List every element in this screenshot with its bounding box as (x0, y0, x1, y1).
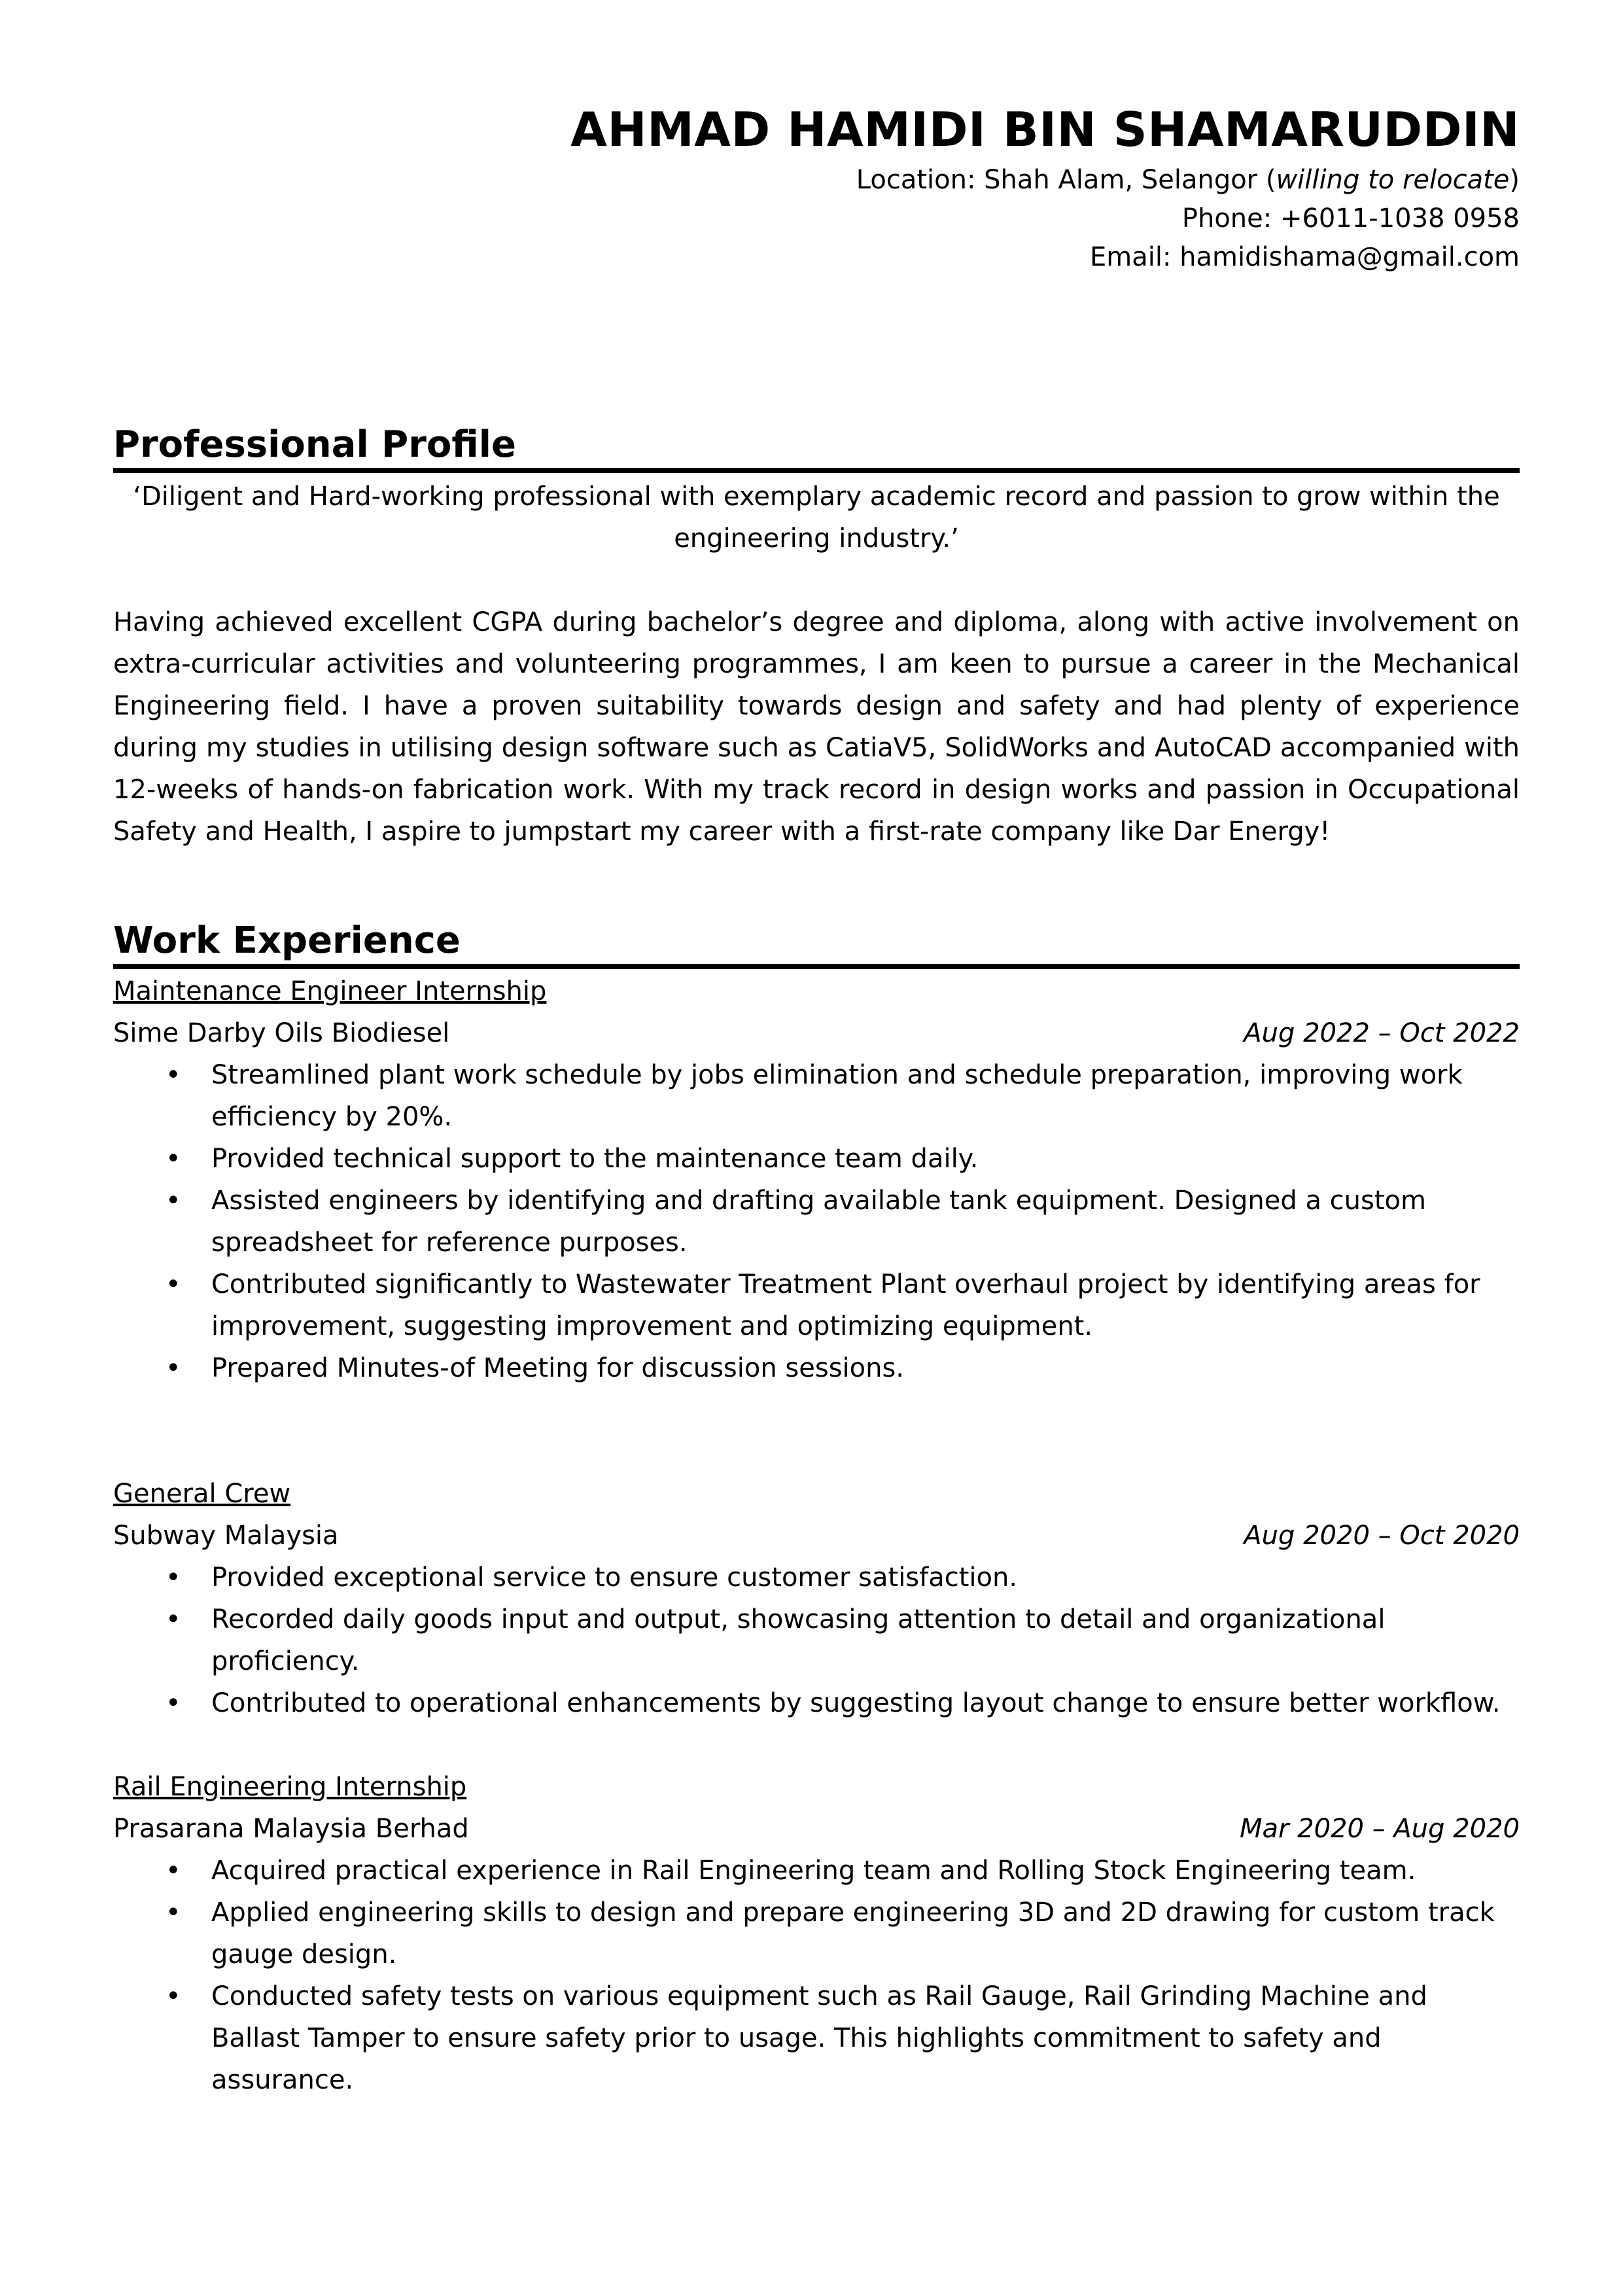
relocate-note: willing to relocate (1276, 165, 1510, 195)
profile-quote: ‘Diligent and Hard-working professional with exemplary academic record and passion to grow within the engineering industry.’ (133, 482, 1500, 554)
job-dates: Mar 2020 – Aug 2020 (1239, 1814, 1520, 1844)
job-entry (113, 1766, 1520, 2101)
resume-page (113, 98, 1520, 2101)
work-section (113, 918, 1520, 2101)
bullet-text: Acquired practical experience in Rail Engineering team and Rolling Stock Engineering team. (211, 1856, 1416, 1886)
bullet-item (166, 1138, 1520, 1180)
bullet-item (166, 1347, 1520, 1389)
job-company: Prasarana Malaysia Berhad (113, 1814, 469, 1844)
job-title: Maintenance Engineer Internship (113, 976, 547, 1006)
bullet-dot-icon: • (166, 1563, 181, 1593)
bullet-text: Prepared Minutes-of Meeting for discussion sessions. (211, 1353, 905, 1383)
bullet-dot-icon: • (166, 1856, 181, 1886)
bullet-item (166, 1263, 1520, 1347)
bullet-dot-icon: • (166, 1353, 181, 1383)
bullet-dot-icon: • (166, 1898, 181, 1928)
candidate-name: AHMAD HAMIDI BIN SHAMARUDDIN (570, 102, 1520, 157)
bullet-dot-icon: • (166, 1604, 181, 1634)
job-company: Subway Malaysia (113, 1521, 339, 1551)
bullet-dot-icon: • (166, 1688, 181, 1718)
bullet-text: Applied engineering skills to design and prepare engineering 3D and 2D drawing for custom track gauge design. (211, 1898, 1495, 1969)
bullet-text: Provided technical support to the maintenance team daily. (211, 1144, 979, 1174)
job-company-line (113, 1012, 1520, 1054)
bullet-item (166, 1180, 1520, 1263)
job-title: General Crew (113, 1479, 291, 1509)
job-company: Sime Darby Oils Biodiesel (113, 1018, 450, 1048)
bullet-item (166, 1892, 1520, 1975)
bullet-item (166, 1850, 1520, 1892)
profile-section (113, 422, 1520, 853)
bullet-dot-icon: • (166, 1269, 181, 1299)
bullet-text: Provided exceptional service to ensure customer satisfaction. (211, 1563, 1018, 1593)
bullet-text: Assisted engineers by identifying and drafting available tank equipment. Designed a custom spreadsheet for reference purposes. (211, 1186, 1426, 1258)
job-bullets (113, 1054, 1520, 1389)
location-close: ) (1509, 165, 1520, 195)
job-bullets (113, 1557, 1520, 1724)
bullet-text: Contributed to operational enhancements by suggesting layout change to ensure better workflow. (211, 1688, 1501, 1718)
bullet-item (166, 1598, 1520, 1682)
job-dates: Aug 2022 – Oct 2022 (1244, 1018, 1520, 1048)
bullet-item (166, 1054, 1520, 1138)
bullet-dot-icon: • (166, 1186, 181, 1216)
bullet-text: Contributed significantly to Wastewater Treatment Plant overhaul project by identifying areas for improvement, suggesting improvement and optimizing equipment. (211, 1269, 1480, 1341)
header (113, 98, 1520, 277)
phone-line: Phone: +6011-1038 0958 (1181, 203, 1520, 234)
bullet-dot-icon: • (166, 1144, 181, 1174)
work-heading: Work Experience (113, 918, 1520, 969)
bullet-item (166, 1557, 1520, 1598)
bullet-item (166, 1975, 1520, 2101)
bullet-text: Streamlined plant work schedule by jobs elimination and schedule preparation, improving work efficiency by 20%. (211, 1060, 1463, 1132)
job-entry (113, 1473, 1520, 1724)
job-dates: Aug 2020 – Oct 2020 (1244, 1521, 1520, 1551)
job-company-line (113, 1515, 1520, 1557)
job-company-line (113, 1808, 1520, 1850)
bullet-dot-icon: • (166, 1981, 181, 2011)
bullet-text: Conducted safety tests on various equipment such as Rail Gauge, Rail Grinding Machine and Ballast Tamper to ensure safety prior to usage. This highlights commitment to safety and assurance. (211, 1981, 1427, 2095)
location-line (113, 161, 1520, 200)
profile-body: Having achieved excellent CGPA during bachelor’s degree and diploma, along with active involvement on extra-curricular activities and volunteering programmes, I am keen to pursue a career in the Mechanical Engineering field. I have a proven suitability towards design and safety and had plenty of experience during my studies in utilising design software such as CatiaV5, SolidWorks and AutoCAD accompanied with 12-weeks of hands-on fabrication work. With my track record in design works and passion in Occupational Safety and Health, I aspire to jumpstart my career with a first-rate company like Dar Energy! (113, 607, 1520, 847)
bullet-dot-icon: • (166, 1060, 181, 1090)
bullet-text: Recorded daily goods input and output, showcasing attention to detail and organizational proficiency. (211, 1604, 1386, 1676)
job-title: Rail Engineering Internship (113, 1772, 467, 1802)
profile-heading: Professional Profile (113, 422, 1520, 473)
job-entry (113, 970, 1520, 1389)
bullet-item (166, 1682, 1520, 1724)
email-line: Email: hamidishama@gmail.com (1089, 242, 1520, 272)
job-bullets (113, 1850, 1520, 2101)
location-text: Location: Shah Alam, Selangor ( (856, 165, 1276, 195)
